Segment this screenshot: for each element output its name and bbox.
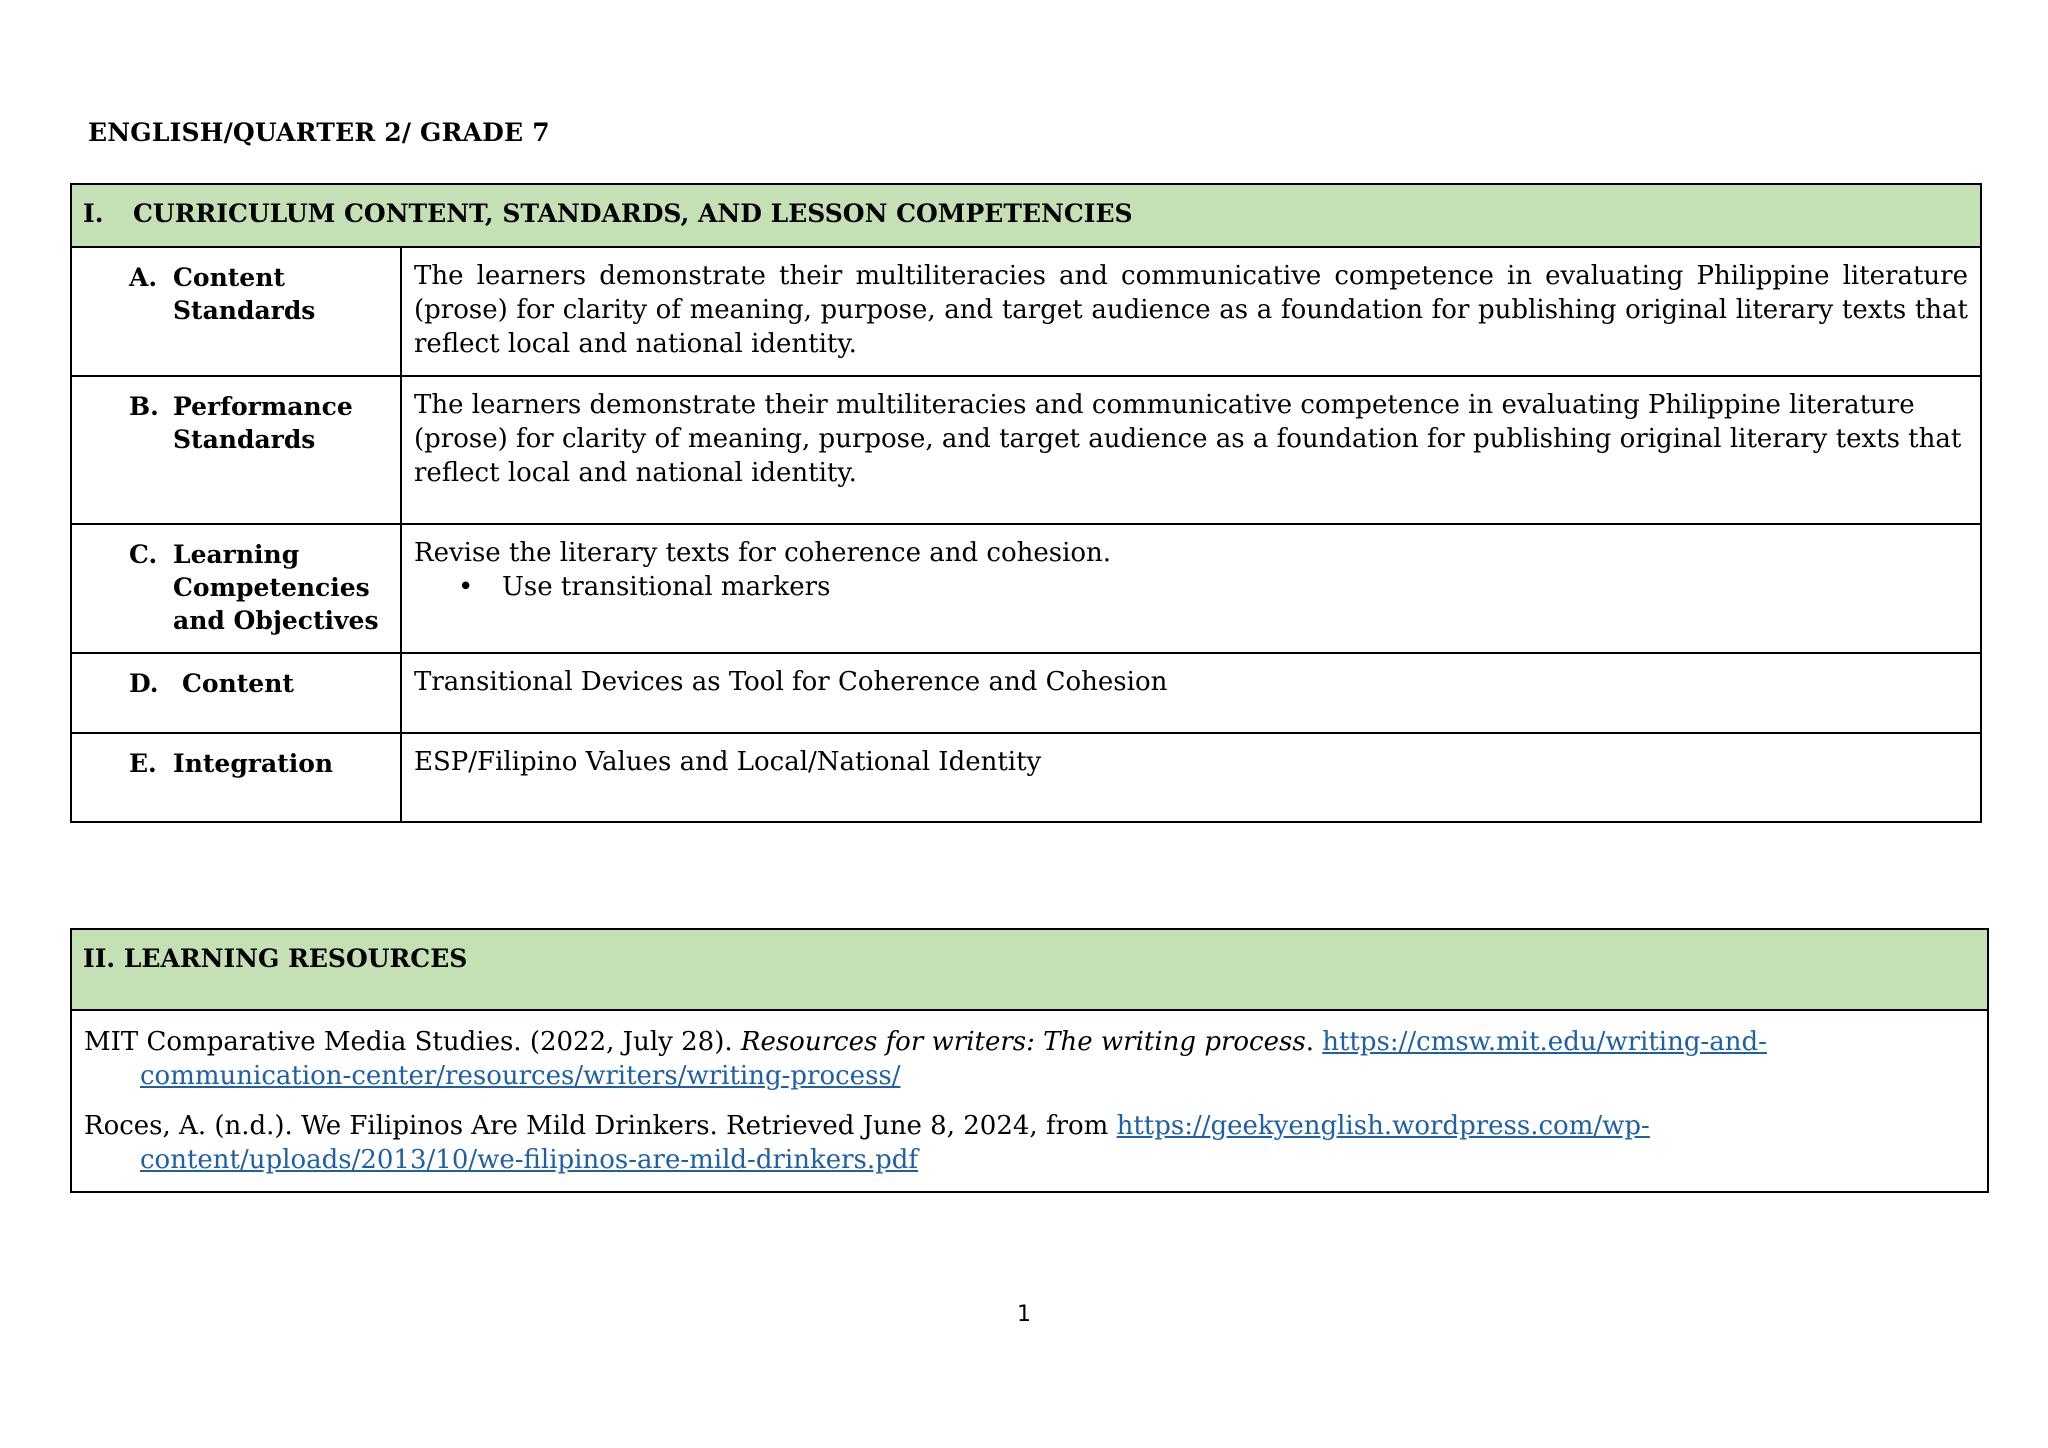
row-letter: D. <box>129 669 159 698</box>
reference-item-mit <box>84 1025 1975 1093</box>
table-row-performance-standards <box>71 376 1981 524</box>
objectives-list <box>414 570 1968 604</box>
row-label: Performance Standards <box>173 392 353 454</box>
page-number: 1 <box>1017 1302 1031 1327</box>
section-header-row <box>71 184 1981 247</box>
section-numeral: I. <box>83 199 104 228</box>
table-row-integration <box>71 733 1981 822</box>
row-label-cell <box>71 653 401 733</box>
page-header-title: ENGLISH/QUARTER 2/ GRADE 7 <box>88 118 550 147</box>
row-letter: A. <box>129 263 158 292</box>
row-content-text: The learners demonstrate their multiliteracies and communicative competence in evaluating Philippine literature (prose) for clarity of meaning, purpose, and target audience as a foundation for publishing original literary texts that reflect local and national identity. <box>401 247 1981 376</box>
row-letter: B. <box>129 392 159 421</box>
reference-text: MIT Comparative Media Studies. (2022, July 28). <box>84 1027 741 1057</box>
row-content-text: ESP/Filipino Values and Local/National Identity <box>401 733 1981 822</box>
row-label-cell <box>71 733 401 822</box>
row-label-cell <box>71 376 401 524</box>
learning-resources-table <box>70 928 1989 1193</box>
section-header-curriculum <box>71 184 1981 247</box>
row-label: Integration <box>173 749 334 778</box>
row-content-text: The learners demonstrate their multiliteracies and communicative competence in evaluating Philippine literature (prose) for clarity of meaning, purpose, and target audience as a foundation for publishing original literary texts that reflect local and national identity. <box>401 376 1981 524</box>
curriculum-table <box>70 183 1982 823</box>
reference-link-roces[interactable]: https://geekyenglish.wordpress.com/wp-content/uploads/2013/10/we-filipinos-are-mild-drinkers.pdf <box>140 1111 1650 1175</box>
row-content-text: Revise the literary texts for coherence and cohesion. <box>414 538 1112 568</box>
row-content-text: Transitional Devices as Tool for Coherence and Cohesion <box>401 653 1981 733</box>
table-row-learning-competencies <box>71 524 1981 653</box>
section-title: LEARNING RESOURCES <box>123 944 468 973</box>
row-content-cell <box>401 524 1981 653</box>
row-label: Learning Competencies and Objectives <box>173 540 379 635</box>
section-header-resources <box>71 929 1988 1010</box>
section-header-row <box>71 929 1988 1010</box>
row-letter: C. <box>129 540 158 569</box>
resources-list <box>71 1010 1988 1192</box>
row-letter: E. <box>129 749 157 778</box>
row-label: Content Standards <box>173 263 316 325</box>
row-label: Content <box>182 669 294 698</box>
section-numeral: II. <box>83 944 116 973</box>
reference-text: Roces, A. (n.d.). We Filipinos Are Mild Drinkers. Retrieved June 8, 2024, from <box>84 1111 1117 1141</box>
table-row-content-standards <box>71 247 1981 376</box>
row-label-cell <box>71 524 401 653</box>
reference-text-suffix: . <box>1305 1027 1323 1057</box>
list-item: • Use transitional markers <box>502 570 1968 604</box>
reference-link-mit[interactable]: https://cmsw.mit.edu/writing-and-communication-center/resources/writers/writing-process/ <box>140 1027 1767 1091</box>
reference-title-italic: Resources for writers: The writing process <box>740 1027 1306 1057</box>
table-row-content <box>71 653 1981 733</box>
row-label-cell <box>71 247 401 376</box>
reference-item-roces <box>84 1109 1975 1177</box>
resources-body-row <box>71 1010 1988 1192</box>
section-title: CURRICULUM CONTENT, STANDARDS, AND LESSON COMPETENCIES <box>133 199 1133 228</box>
